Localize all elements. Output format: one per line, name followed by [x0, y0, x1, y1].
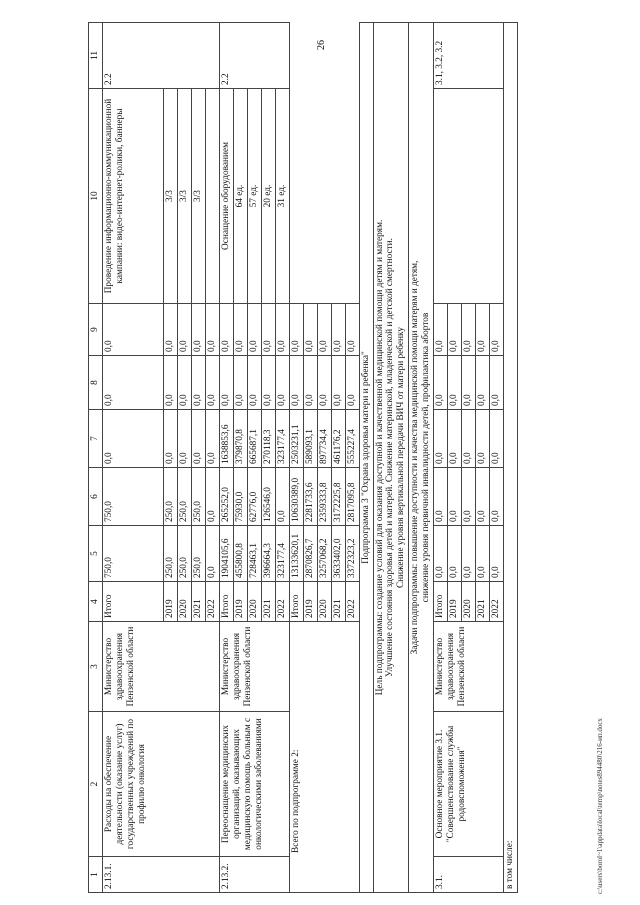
col-num-11: 11	[89, 23, 103, 89]
subprogram-goal: Цель подпрограммы: создание условий для оказания доступной и качественной медицинской помощи детям и матерям. Улучшение состояния здоровья детей и матерей. Снижение материнской, младенческой и детской смертности. Снижение уровня вертикальной передачи ВИЧ от матери ребенку	[373, 23, 409, 893]
value-cell: 10630389,0	[289, 468, 303, 526]
value-cell: 0,0	[345, 304, 359, 356]
value-cell: 3172225,8	[331, 468, 345, 526]
value-cell: 0,0	[490, 526, 504, 582]
value-cell: 250,0	[163, 526, 177, 582]
row-number: 2.13.2.	[219, 857, 289, 893]
value-cell: 0,0	[462, 304, 476, 356]
value-cell: 0,0	[275, 304, 289, 356]
table-row	[434, 23, 448, 893]
value-cell: 2870826,7	[303, 526, 317, 582]
in-that-number: в том числе:	[504, 23, 518, 893]
year-cell: 2022	[490, 582, 504, 622]
value-cell: 0,0	[434, 468, 448, 526]
indicator-value	[205, 89, 219, 304]
value-cell: 13133620,1	[289, 526, 303, 582]
year-cell: 2019	[448, 582, 462, 622]
row-number: 3.1.	[434, 857, 504, 893]
year-cell: 2020	[247, 582, 261, 622]
value-cell: 0,0	[448, 304, 462, 356]
value-cell: 265252,0	[219, 468, 233, 526]
value-cell: 2817095,8	[345, 468, 359, 526]
year-cell: Итого	[102, 582, 163, 622]
value-cell: 3372323,2	[345, 526, 359, 582]
year-cell: 2021	[331, 582, 345, 622]
value-cell: 0,0	[476, 356, 490, 410]
value-cell: 323177,4	[275, 410, 289, 468]
value-cell: 0,0	[219, 356, 233, 410]
indicator-cell	[434, 89, 504, 304]
value-cell: 2359333,8	[317, 468, 331, 526]
year-cell: 2019	[303, 582, 317, 622]
value-cell: 250,0	[177, 526, 191, 582]
year-cell: 2020	[317, 582, 331, 622]
subprogram-title: Подпрограмма 3 "Охрана здоровья матери и ребенка"	[359, 23, 373, 893]
value-cell: 0,0	[490, 468, 504, 526]
value-cell: 3633402,0	[331, 526, 345, 582]
value-cell: 0,0	[163, 356, 177, 410]
value-cell: 0,0	[275, 356, 289, 410]
value-cell: 0,0	[462, 410, 476, 468]
value-cell: 0,0	[177, 410, 191, 468]
indicator-ref: 3.1, 3.2, 3.2	[434, 23, 504, 89]
indicator-title: Проведение информационно-коммуникационной кампании: видео-интернет-ролики, баннеры	[102, 89, 163, 304]
value-cell: 0,0	[261, 356, 275, 410]
year-cell: 2021	[191, 582, 205, 622]
value-cell: 0,0	[177, 304, 191, 356]
value-cell: 589093,1	[303, 410, 317, 468]
col-num-1: 1	[89, 857, 103, 893]
value-cell: 0,0	[289, 356, 303, 410]
goal-row	[373, 23, 409, 893]
executor: Министерство здравоохранения Пензенской области	[102, 622, 219, 712]
value-cell: 2281733,6	[303, 468, 317, 526]
file-path-footer: c:\users\borol~1\appdata\local\temp\notes894480\216-ип.docx	[596, 718, 604, 894]
value-cell: 270118,3	[261, 410, 275, 468]
table-row	[102, 23, 163, 893]
year-cell: 2022	[205, 582, 219, 622]
value-cell: 250,0	[191, 468, 205, 526]
indicator-value: 20 ед.	[261, 89, 275, 304]
indicator-ref: 2.2	[219, 23, 289, 89]
empty-cell	[289, 23, 359, 89]
value-cell: 750,0	[102, 526, 163, 582]
value-cell: 0,0	[303, 356, 317, 410]
col-num-10: 10	[89, 89, 103, 304]
value-cell: 396664,3	[261, 526, 275, 582]
value-cell: 250,0	[177, 468, 191, 526]
year-cell: Итого	[289, 582, 303, 622]
value-cell: 0,0	[102, 304, 163, 356]
subtotal-label: Всего по подпрограмме 2:	[289, 622, 359, 893]
value-cell: 555227,4	[345, 410, 359, 468]
value-cell: 75930,0	[233, 468, 247, 526]
value-cell: 0,0	[191, 410, 205, 468]
program-table	[88, 22, 518, 893]
value-cell: 0,0	[448, 356, 462, 410]
value-cell: 0,0	[102, 356, 163, 410]
year-cell: 2020	[462, 582, 476, 622]
value-cell: 0,0	[275, 468, 289, 526]
value-cell: 0,0	[163, 304, 177, 356]
value-cell: 0,0	[490, 304, 504, 356]
value-cell: 0,0	[289, 304, 303, 356]
value-cell: 0,0	[462, 526, 476, 582]
year-cell: Итого	[434, 582, 448, 622]
value-cell: 0,0	[205, 356, 219, 410]
indicator-title: Оснащение оборудованием	[219, 89, 233, 304]
value-cell: 728463,1	[247, 526, 261, 582]
subprogram-title-row	[359, 23, 373, 893]
value-cell: 0,0	[233, 304, 247, 356]
value-cell: 1904105,6	[219, 526, 233, 582]
year-cell: 2019	[163, 582, 177, 622]
value-cell: 0,0	[490, 410, 504, 468]
value-cell: 0,0	[191, 356, 205, 410]
value-cell: 0,0	[476, 304, 490, 356]
value-cell: 62776,0	[247, 468, 261, 526]
col-num-5: 5	[89, 526, 103, 582]
value-cell: 0,0	[448, 468, 462, 526]
empty-cell	[289, 89, 359, 304]
value-cell: 0,0	[434, 356, 448, 410]
year-cell: 2022	[275, 582, 289, 622]
year-cell: Итого	[219, 582, 233, 622]
year-cell: 2019	[233, 582, 247, 622]
value-cell: 0,0	[345, 356, 359, 410]
row-number: 2.13.1.	[102, 857, 219, 893]
value-cell: 250,0	[191, 526, 205, 582]
value-cell: 0,0	[205, 468, 219, 526]
value-cell: 0,0	[317, 304, 331, 356]
value-cell: 0,0	[219, 304, 233, 356]
measure-name: Расходы на обеспечение деятельности (оказание услуг) государственных учреждений по профилю онкология	[102, 712, 219, 857]
value-cell: 126546,0	[261, 468, 275, 526]
page-number: 26	[316, 40, 327, 50]
indicator-value: 3/3	[163, 89, 177, 304]
value-cell: 0,0	[434, 526, 448, 582]
value-cell: 0,0	[177, 356, 191, 410]
value-cell: 0,0	[205, 526, 219, 582]
value-cell: 0,0	[191, 304, 205, 356]
value-cell: 0,0	[448, 526, 462, 582]
year-cell: 2021	[476, 582, 490, 622]
value-cell: 379870,8	[233, 410, 247, 468]
value-cell: 897734,4	[317, 410, 331, 468]
value-cell: 0,0	[102, 410, 163, 468]
table-row	[289, 23, 303, 893]
value-cell: 3257068,2	[317, 526, 331, 582]
value-cell: 0,0	[163, 410, 177, 468]
value-cell: 0,0	[434, 410, 448, 468]
col-num-7: 7	[89, 410, 103, 468]
value-cell: 665687,1	[247, 410, 261, 468]
value-cell: 0,0	[317, 356, 331, 410]
value-cell: 0,0	[462, 356, 476, 410]
indicator-ref: 2.2	[102, 23, 219, 89]
value-cell: 0,0	[233, 356, 247, 410]
value-cell: 0,0	[476, 410, 490, 468]
value-cell: 455800,8	[233, 526, 247, 582]
value-cell: 0,0	[331, 304, 345, 356]
measure-name: Переоснащение медицинских организаций, оказывающих медицинскую помощь больным с онкологическими заболеваниями	[219, 712, 289, 857]
value-cell: 0,0	[476, 526, 490, 582]
value-cell: 0,0	[247, 356, 261, 410]
value-cell: 0,0	[303, 304, 317, 356]
indicator-value: 64 ед.	[233, 89, 247, 304]
tasks-row	[409, 23, 434, 893]
year-cell: 2022	[345, 582, 359, 622]
col-num-3: 3	[89, 622, 103, 712]
value-cell: 323177,4	[275, 526, 289, 582]
value-cell: 461176,2	[331, 410, 345, 468]
subprogram-tasks: Задачи подпрограммы: повышение доступности и качества медицинской помощи матерям и детям, снижение уровня первичной инвалидности детей, профилактика абортов	[409, 23, 434, 893]
value-cell: 1638853,6	[219, 410, 233, 468]
value-cell: 0,0	[462, 468, 476, 526]
indicator-value: 57 ед.	[247, 89, 261, 304]
value-cell: 0,0	[205, 304, 219, 356]
value-cell: 0,0	[490, 356, 504, 410]
value-cell: 0,0	[261, 304, 275, 356]
indicator-value: 31 ед.	[275, 89, 289, 304]
rotated-table-sheet	[88, 23, 623, 893]
column-number-row	[89, 23, 103, 893]
value-cell: 0,0	[476, 468, 490, 526]
col-num-4: 4	[89, 582, 103, 622]
value-cell: 0,0	[448, 410, 462, 468]
executor: Министерство здравоохранения Пензенской области	[219, 622, 289, 712]
executor: Министерство здравоохранения Пензенской области	[434, 622, 504, 712]
year-cell: 2020	[177, 582, 191, 622]
value-cell: 0,0	[247, 304, 261, 356]
col-num-9: 9	[89, 304, 103, 356]
col-num-8: 8	[89, 356, 103, 410]
indicator-value: 3/3	[191, 89, 205, 304]
indicator-value: 3/3	[177, 89, 191, 304]
table-row	[219, 23, 233, 893]
value-cell: 0,0	[205, 410, 219, 468]
value-cell: 0,0	[434, 304, 448, 356]
col-num-2: 2	[89, 712, 103, 857]
measure-name: Основное мероприятие 3.1. "Совершенствование службы родовспоможения"	[434, 712, 504, 857]
value-cell: 2503231,1	[289, 410, 303, 468]
col-num-6: 6	[89, 468, 103, 526]
value-cell: 250,0	[163, 468, 177, 526]
year-cell: 2021	[261, 582, 275, 622]
value-cell: 750,0	[102, 468, 163, 526]
value-cell: 0,0	[331, 356, 345, 410]
table-row	[504, 23, 518, 893]
